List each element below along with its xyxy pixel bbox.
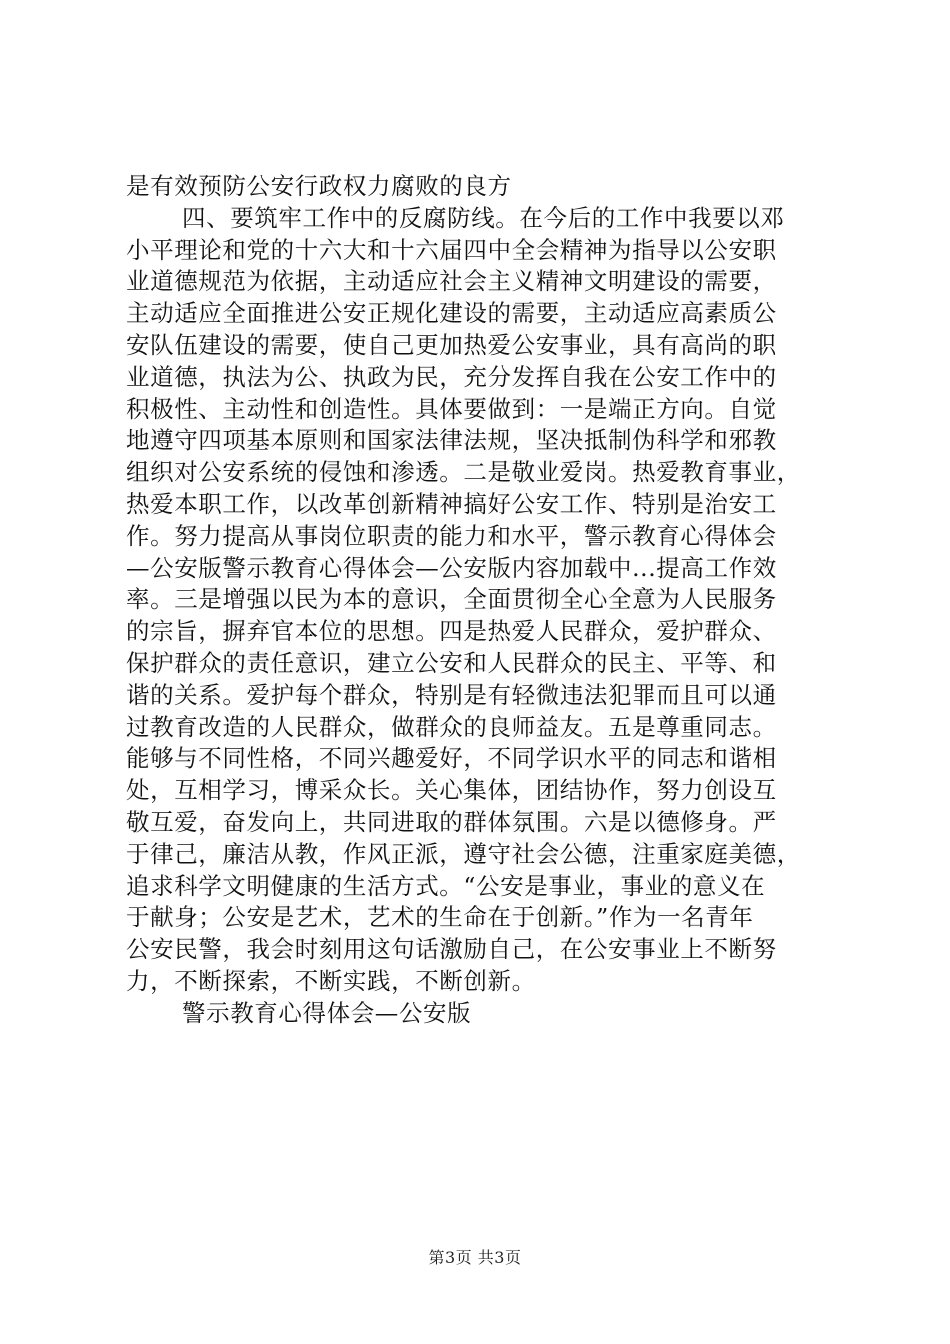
text-line: 追求科学文明健康的生活方式。“公安是事业，事业的意义在 xyxy=(126,871,766,900)
text-line: 热爱本职工作，以改革创新精神搞好公安工作、特别是治安工 xyxy=(126,489,777,518)
text-line: 警示教育心得体会—公安版 xyxy=(182,998,472,1027)
text-line: —公安版警示教育心得体会—公安版内容加载中...提高工作效 xyxy=(126,553,777,582)
text-line: 是有效预防公安行政权力腐败的良方 xyxy=(126,172,512,200)
text-line: 率。三是增强以民为本的意识，全面贯彻全心全意为人民服务 xyxy=(126,585,777,614)
text-line: 公安民警，我会时刻用这句话激励自己，在公安事业上不断努 xyxy=(126,935,777,964)
text-line: 地遵守四项基本原则和国家法律法规，坚决抵制伪科学和邪教 xyxy=(126,426,777,455)
text-line: 力，不断探索，不断实践，不断创新。 xyxy=(126,966,536,995)
text-line: 组织对公安系统的侵蚀和渗透。二是敬业爱岗。热爱教育事业， xyxy=(126,458,801,487)
text-line: 业道德规范为依据，主动适应社会主义精神文明建设的需要， xyxy=(126,267,777,296)
document-body xyxy=(126,171,836,1030)
text-line: 能够与不同性格，不同兴趣爱好，不同学识水平的同志和谐相 xyxy=(126,744,777,773)
text-line: 保护群众的责任意识，建立公安和人民群众的民主、平等、和 xyxy=(126,648,777,677)
text-line: 作。努力提高从事岗位职责的能力和水平，警示教育心得体会 xyxy=(126,521,777,550)
text-line: 于律己，廉洁从教，作风正派，遵守社会公德，注重家庭美德， xyxy=(126,839,801,868)
text-line: 小平理论和党的十六大和十六届四中全会精神为指导以公安职 xyxy=(126,235,777,264)
text-line: 安队伍建设的需要，使自己更加热爱公安事业，具有高尚的职 xyxy=(126,330,777,359)
text-line: 业道德，执法为公、执政为民，充分发挥自我在公安工作中的 xyxy=(126,362,777,391)
text-line: 的宗旨，摒弃官本位的思想。四是热爱人民群众，爱护群众、 xyxy=(126,617,777,646)
text-line: 四、要筑牢工作中的反腐防线。在今后的工作中我要以邓 xyxy=(182,203,785,232)
text-line: 于献身；公安是艺术，艺术的生命在于创新。”作为一名青年 xyxy=(126,903,754,932)
text-line: 积极性、主动性和创造性。具体要做到：一是端正方向。自觉 xyxy=(126,394,777,423)
text-line: 过教育改造的人民群众，做群众的良师益友。五是尊重同志。 xyxy=(126,712,777,741)
text-line: 处，互相学习，博采众长。关心集体，团结协作，努力创设互 xyxy=(126,776,777,805)
text-line: 谐的关系。爱护每个群众，特别是有轻微违法犯罪而且可以通 xyxy=(126,680,777,709)
text-line: 敬互爱，奋发向上，共同进取的群体氛围。六是以德修身。严 xyxy=(126,807,777,836)
text-line: 主动适应全面推进公安正规化建设的需要，主动适应高素质公 xyxy=(126,299,777,328)
page-footer: 第3页 共3页 xyxy=(428,1248,522,1267)
